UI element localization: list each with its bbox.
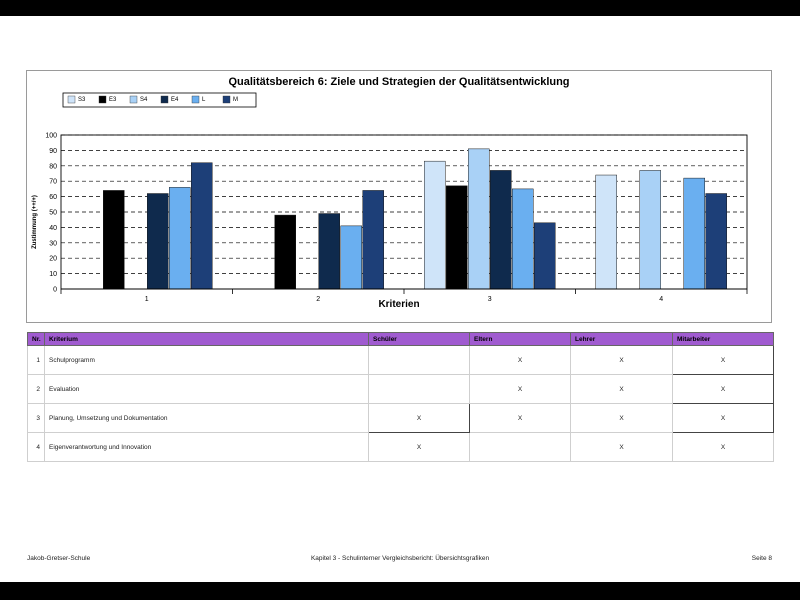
cell-schueler xyxy=(369,375,470,404)
bar-s4-cat3 xyxy=(468,149,489,289)
cell-eltern: X xyxy=(470,404,571,433)
table-row xyxy=(28,433,774,462)
row-number: 2 xyxy=(28,375,45,404)
bar-l-cat1 xyxy=(169,187,190,289)
bar-s3-cat4 xyxy=(596,175,617,289)
bar-e4-cat1 xyxy=(147,194,168,289)
bar-l-cat3 xyxy=(512,189,533,289)
table-row xyxy=(28,375,774,404)
legend-label-l: L xyxy=(202,97,206,103)
legend-label-s3: S3 xyxy=(78,97,86,103)
y-tick-label: 20 xyxy=(49,255,57,263)
y-tick-label: 90 xyxy=(49,147,57,155)
y-tick-label: 80 xyxy=(49,163,57,171)
x-tick-label: 4 xyxy=(659,296,664,303)
cell-mitarbeiter: X xyxy=(673,404,774,433)
row-criterion: Schulprogramm xyxy=(45,346,369,375)
header-schueler: Schüler xyxy=(369,333,470,346)
footer-school-name: Jakob-Gretser-Schule xyxy=(27,555,91,562)
cell-lehrer: X xyxy=(571,433,673,462)
chart-panel xyxy=(26,70,772,323)
x-axis-title: Kriterien xyxy=(378,299,420,310)
cell-schueler: X xyxy=(369,404,470,433)
legend-swatch-e4 xyxy=(161,96,168,103)
y-tick-label: 100 xyxy=(45,132,57,140)
footer-page-number: Seite 8 xyxy=(751,555,772,562)
bar-m-cat3 xyxy=(534,223,555,289)
y-tick-label: 50 xyxy=(49,209,57,217)
row-criterion: Evaluation xyxy=(45,375,369,404)
cell-lehrer: X xyxy=(571,375,673,404)
legend-label-s4: S4 xyxy=(140,97,148,103)
cell-eltern xyxy=(470,433,571,462)
header-eltern: Eltern xyxy=(470,333,571,346)
bar-s3-cat3 xyxy=(424,161,445,289)
bar-s4-cat4 xyxy=(640,170,661,289)
bar-e3-cat3 xyxy=(446,186,467,289)
y-tick-label: 0 xyxy=(53,286,57,294)
row-criterion: Planung, Umsetzung und Dokumentation xyxy=(45,404,369,433)
bar-l-cat4 xyxy=(684,178,705,289)
bar-l-cat2 xyxy=(341,226,362,289)
legend-label-e3: E3 xyxy=(109,97,117,103)
chart-legend xyxy=(63,93,256,107)
header-nr: Nr. xyxy=(28,333,45,346)
cell-eltern: X xyxy=(470,346,571,375)
table-header-row xyxy=(28,333,774,346)
bar-e4-cat3 xyxy=(490,170,511,289)
header-lehrer: Lehrer xyxy=(571,333,673,346)
cell-eltern: X xyxy=(470,375,571,404)
bar-e4-cat2 xyxy=(319,214,340,289)
x-tick-label: 3 xyxy=(487,296,492,303)
y-tick-label: 30 xyxy=(49,240,57,248)
bar-chart xyxy=(27,71,771,322)
legend-swatch-l xyxy=(192,96,199,103)
chart-title: Qualitätsbereich 6: Ziele und Strategien der Qualitätsentwicklung xyxy=(228,76,570,88)
x-tick-label: 1 xyxy=(144,296,149,303)
table-row xyxy=(28,404,774,433)
bar-m-cat4 xyxy=(706,194,727,289)
legend-label-e4: E4 xyxy=(171,97,179,103)
header-kriterium: Kriterium xyxy=(45,333,369,346)
row-number: 1 xyxy=(28,346,45,375)
cell-lehrer: X xyxy=(571,346,673,375)
row-criterion: Eigenverantwortung und Innovation xyxy=(45,433,369,462)
cell-mitarbeiter: X xyxy=(673,375,774,404)
bar-m-cat2 xyxy=(363,190,384,289)
cell-lehrer: X xyxy=(571,404,673,433)
legend-swatch-s4 xyxy=(130,96,137,103)
x-tick-label: 2 xyxy=(316,296,321,303)
row-number: 4 xyxy=(28,433,45,462)
cell-schueler: X xyxy=(369,433,470,462)
legend-swatch-e3 xyxy=(99,96,106,103)
bar-e3-cat1 xyxy=(103,190,124,289)
chart-bars xyxy=(103,149,727,289)
y-axis-title: Zustimmung (++/+) xyxy=(32,195,38,249)
cell-schueler xyxy=(369,346,470,375)
y-tick-label: 70 xyxy=(49,178,57,186)
cell-mitarbeiter: X xyxy=(673,433,774,462)
row-number: 3 xyxy=(28,404,45,433)
footer-chapter: Kapitel 3 - Schulinterner Vergleichsbericht: Übersichtsgrafiken xyxy=(310,555,490,562)
cell-mitarbeiter: X xyxy=(673,346,774,375)
bar-e3-cat2 xyxy=(275,215,296,289)
y-axis-ticks xyxy=(45,133,57,294)
header-mitarbeiter: Mitarbeiter xyxy=(673,333,774,346)
y-tick-label: 10 xyxy=(49,271,57,279)
table-row xyxy=(28,346,774,375)
y-tick-label: 60 xyxy=(49,194,57,202)
document-page xyxy=(0,16,800,582)
legend-swatch-s3 xyxy=(68,96,75,103)
criteria-table xyxy=(27,332,774,462)
bar-m-cat1 xyxy=(191,163,212,289)
legend-label-m: M xyxy=(233,97,238,103)
legend-swatch-m xyxy=(223,96,230,103)
y-tick-label: 40 xyxy=(49,224,57,232)
